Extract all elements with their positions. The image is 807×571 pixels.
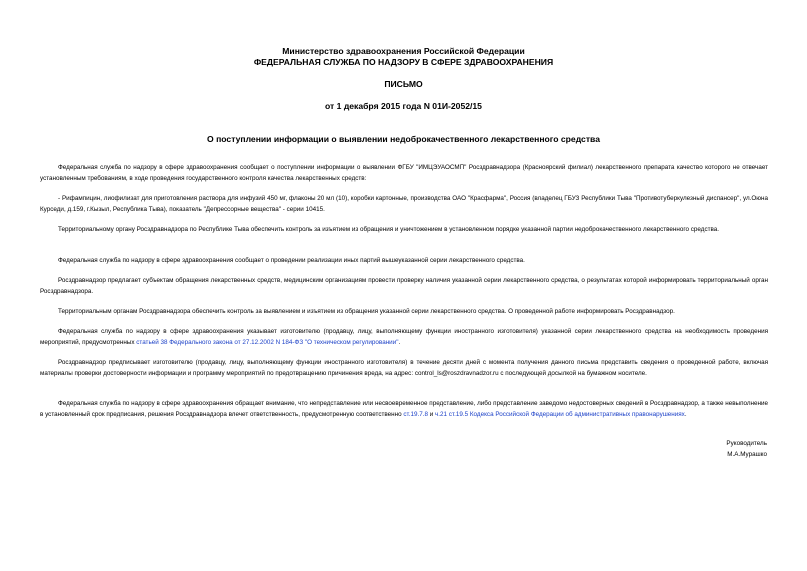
koap-19-7-8-link[interactable]: ст.19.7.8 <box>403 411 428 418</box>
paragraph-manufacturer-measures-text: Федеральная служба по надзору в сфере здравоохранения указывает изготовителю (продавцу, лицу, выполняющему функции иностранного изготовителя) указанной серии лекарственного средства на необходимость проведения мероприятий, предусмотренных <box>40 328 768 346</box>
paragraph-subjects-check: Росздравнадзор предлагает субъектам обращения лекарственных средств, медицинским организациям провести проверку наличия указанной серии лекарственного средства, о результатах которой информировать территориальный орган Росздравнадзора. <box>40 277 768 295</box>
document-date-number: от 1 декабря 2015 года N 01И-2052/15 <box>325 101 482 111</box>
paragraph-tyva-control: Территориальному органу Росздравнадзора по Республике Тыва обеспечить контроль за изъятием из обращения и уничтожением в установленном порядке указанной партии недоброкачественного лекарственного средства. <box>58 226 720 233</box>
koap-19-5-part-21-link[interactable]: ч.21 ст.19.5 Кодекса Российской Федерации об административных правонарушениях <box>435 411 685 418</box>
paragraph-liability-and: и <box>427 411 436 418</box>
paragraph-liability <box>40 398 768 420</box>
paragraph-manufacturer-measures <box>40 326 768 348</box>
paragraph-other-batches: Федеральная служба по надзору в сфере здравоохранения сообщает о проведении реализации иных партий вышеуказанной серии лекарственного средства. <box>58 257 525 264</box>
signatory-position: Руководитель <box>726 440 767 447</box>
paragraph-prescription: Росздравнадзор предписывает изготовителю (продавцу, лицу, выполняющему функции иностранного изготовителя) в течение десяти дней с момента получения данного письма представить сведения о проведенной работе, включая материалы проверки достоверности информации и программу мероприятий по предотвращению причинения вреда, на адрес: control_ls@roszdravnadzor.ru с последующей досылкой на бумажном носителе. <box>40 359 768 377</box>
paragraph-liability-text: Федеральная служба по надзору в сфере здравоохранения обращает внимание, что непредставление или несвоевременное представление, либо представление заведомо недостоверных сведений в Росздравнадзор, а также невыполнение в установленный срок предписания, решения Росздравнадзора влечет ответственность, предусмотренную соответственно <box>40 400 768 418</box>
agency-name: ФЕДЕРАЛЬНАЯ СЛУЖБА ПО НАДЗОРУ В СФЕРЕ ЗДРАВООХРАНЕНИЯ <box>253 57 554 67</box>
law-184fz-article-38-link[interactable]: статьей 38 Федерального закона от 27.12.2002 N 184-ФЗ "О техническом регулировании" <box>136 339 399 346</box>
signature-block <box>726 439 767 460</box>
signatory-name: М.А.Мурашко <box>727 450 767 458</box>
paragraph-drug-details: - Рифампицин, лиофилизат для приготовления раствора для инфузий 450 мг, флаконы 20 мл (10), коробки картонные, производства ОАО "Красфарма", Россия (владелец ГБУЗ Республики Тыва "Противотуберкулезный диспансер", ул.Оюна Курседи, д.159, г.Кызыл, Республика Тыва), показатель "Депрессорные вещества" - серии 10415. <box>40 195 768 213</box>
ministry-name: Министерство здравоохранения Российской Федерации <box>282 46 525 56</box>
paragraph-territorial-control: Территориальным органам Росздравнадзора обеспечить контроль за выявлением и изъятием из обращения указанной серии лекарственного средства. О проведенной работе информировать Росздравнадзор. <box>58 308 675 315</box>
paragraph-end: . <box>398 339 401 346</box>
document-type: ПИСЬМО <box>384 79 423 89</box>
paragraph-end: . <box>684 411 687 418</box>
document-title: О поступлении информации о выявлении недоброкачественного лекарственного средства <box>207 134 600 144</box>
paragraph-notice: Федеральная служба по надзору в сфере здравоохранения сообщает о поступлении информации о выявлении ФГБУ "ИМЦЭУАОСМП" Росздравнадзора (Красноярский филиал) лекарственного препарата качество которого не отвечает установленным требованиям, в ходе проведения государственного контроля качества лекарственных средств: <box>40 164 768 182</box>
